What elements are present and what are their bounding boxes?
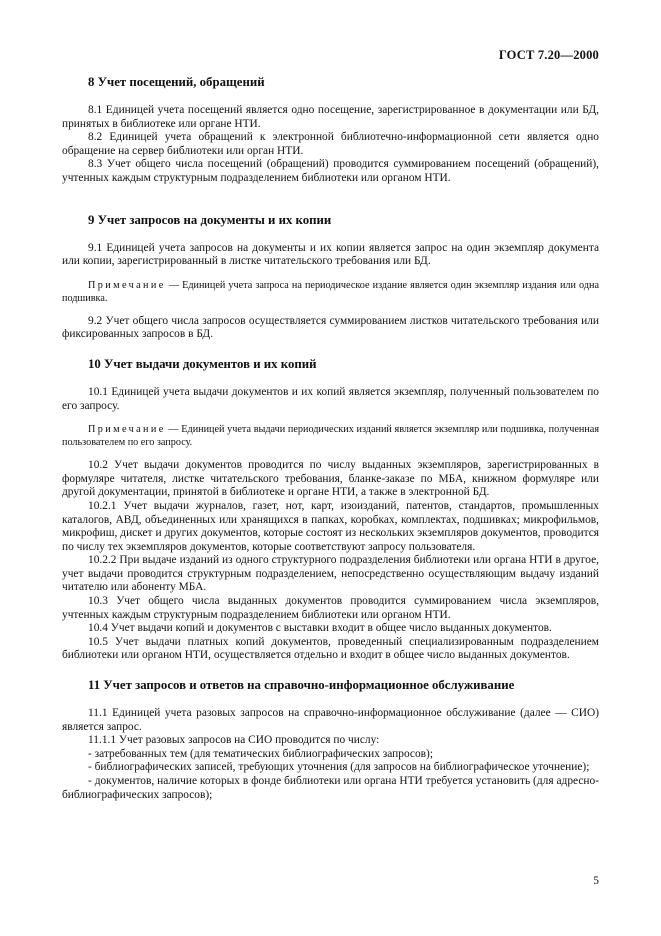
paragraph-8-2: 8.2 Единицей учета обращений к электронной библиотечно-информационной сети является одно обращение на сервер библиотеки или орган НТИ. — [62, 131, 599, 157]
paragraph-10-3: 10.3 Учет общего числа выданных документов проводится суммированием числа экземпляров, учтенных каждым структурным подразделением библиотеки или органом НТИ. — [62, 595, 599, 621]
section-10-title: 10 Учет выдачи документов и их копий — [88, 356, 317, 371]
paragraph-8-1: 8.1 Единицей учета посещений является одно посещение, зарегистрированное в документации или БД, принятых в библиотеке или органе НТИ. — [62, 104, 599, 130]
list-item-2: - библиографических записей, требующих уточнения (для запросов на библиографическое уточнение); — [88, 761, 590, 774]
page-number: 5 — [593, 875, 599, 887]
paragraph-9-1: 9.1 Единицей учета запросов на документы и их копии является запрос на один экземпляр документа или копии, зарегистрированный в листке читательского требования или БД. — [62, 241, 599, 268]
paragraph-10-2: 10.2 Учет выдачи документов проводится по числу выданных экземпляров, зарегистрированных в формуляре читателя, листке читательского требования, бланке-заказе по МБА, книжном формуляре или другой документации, принятой в библиотеке и органе НТИ, а также в электронной БД. — [62, 459, 599, 499]
note-9-text: — Единицей учета запроса на периодическое издание является один экземпляр издания или одна подшивка. — [62, 279, 600, 304]
paragraph-10-5: 10.5 Учет выдачи платных копий документов, проведенный специализированным подразделением библиотеки или органом НТИ, осуществляется отдельно и входит в общее число выданных документов. — [62, 635, 599, 662]
list-item-1: - затребованных тем (для тематических библиографических запросов); — [88, 747, 434, 760]
note-10-text: — Единицей учета выдачи периодических изданий является экземпляр или подшивка, полученная пользователем по его запросу. — [62, 424, 599, 449]
section-11-title: 11 Учет запросов и ответов на справочно-информационное обслуживание — [88, 678, 515, 693]
note-9 — [62, 279, 599, 305]
note-9-lead: Примечание — [88, 279, 166, 291]
paragraph-10-2-2: 10.2.2 При выдаче изданий из одного структурного подразделения библиотеки или органа НТИ в другое, учет выдачи проводится структурным подразделением, непосредственно осуществляющим выдачу изданий читателю или абоненту МБА. — [62, 554, 599, 594]
paragraph-10-2-1: 10.2.1 Учет выдачи журналов, газет, нот, карт, изоизданий, патентов, стандартов, промышленных каталогов, АВД, объединенных или хранящихся в папках, коробках, комплектах, подшивках; микрофильмов, микрофиш, дискет и других документов, которые состоят из нескольких экземпляров документов, проводится по числу тех экземпляров документов, которые соответствуют запросу пользователя. — [62, 499, 599, 553]
section-9-title: 9 Учет запросов на документы и их копии — [88, 212, 332, 227]
note-10-lead: Примечание — [88, 424, 166, 436]
section-8-title: 8 Учет посещений, обращений — [88, 75, 265, 89]
paragraph-9-2: 9.2 Учет общего числа запросов осуществляется суммированием листков читательского требования или фиксированных запросов в БД. — [62, 314, 599, 341]
paragraph-10-4: 10.4 Учет выдачи копий и документов с выставки входит в общее число выданных документов. — [88, 622, 552, 635]
paragraph-10-1: 10.1 Единицей учета выдачи документов и их копий является экземпляр, полученный пользователем по его запросу. — [62, 385, 599, 412]
paragraph-8-3: 8.3 Учет общего числа посещений (обращений) проводится суммированием посещений (обращений), учтенных каждым структурным подразделением библиотеки или органом НТИ. — [62, 158, 599, 184]
list-item-3: - документов, наличие которых в фонде библиотеки или органа НТИ требуется установить (для адресно-библиографических запросов); — [62, 775, 599, 801]
note-10 — [62, 423, 599, 449]
paragraph-11-1: 11.1 Единицей учета разовых запросов на справочно-информационное обслуживание (далее — СИО) является запрос. — [62, 707, 599, 733]
doc-code-header: ГОСТ 7.20—2000 — [498, 48, 599, 62]
paragraph-11-1-1: 11.1.1 Учет разовых запросов на СИО проводится по числу: — [88, 734, 380, 747]
page-content — [62, 74, 599, 802]
